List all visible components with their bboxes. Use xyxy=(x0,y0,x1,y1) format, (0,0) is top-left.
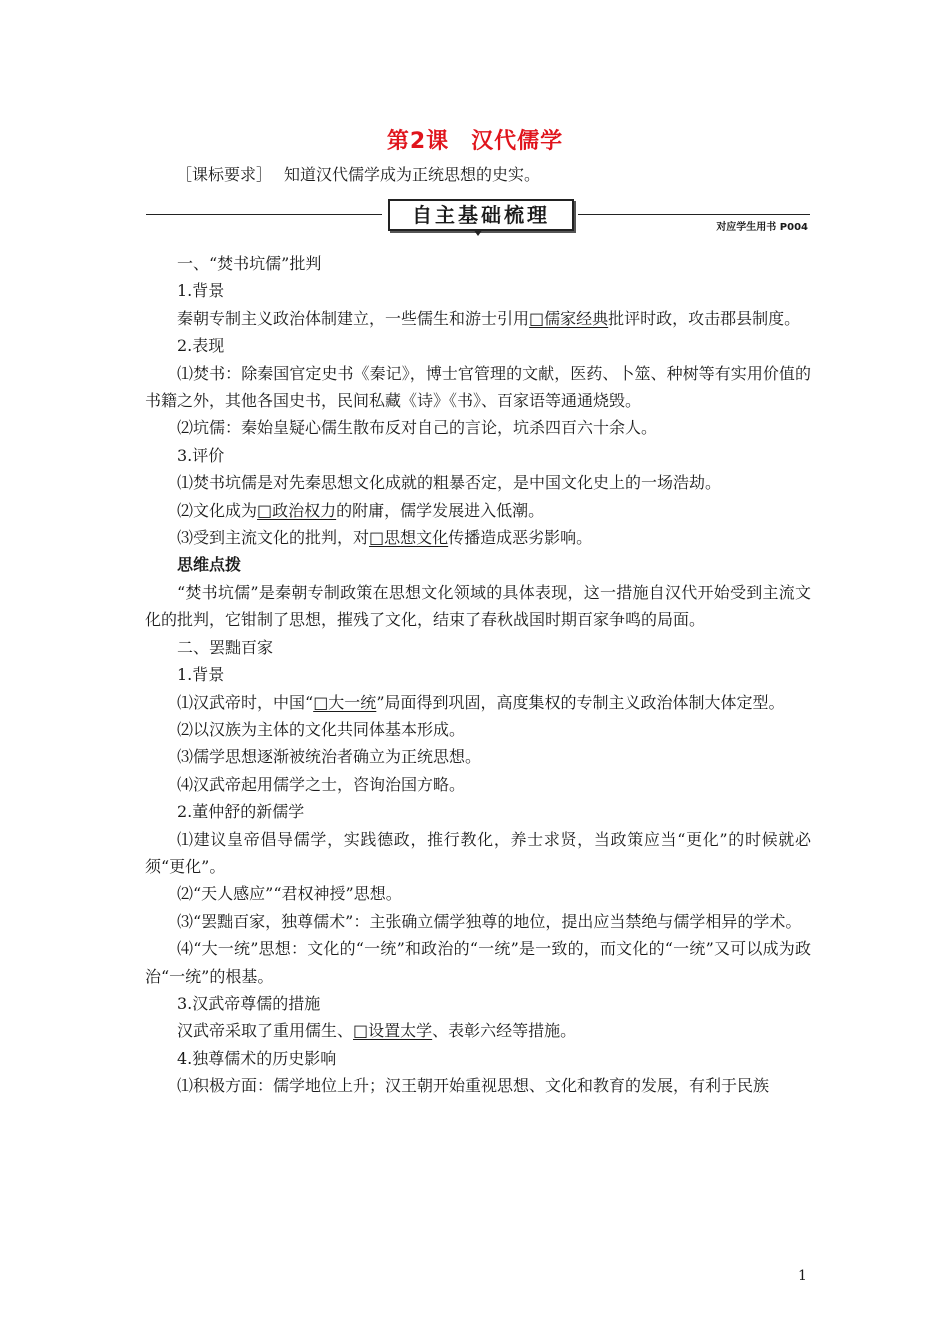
paragraph: ⑴焚书坑儒是对先秦思想文化成就的粗暴否定，是中国文化史上的一场浩劫。 xyxy=(177,473,722,493)
paragraph: ⑴汉武帝时，中国“□大一统”局面得到巩固，高度集权的专制主义政治体制大体定型。 xyxy=(177,692,785,712)
paragraph: 汉武帝采取了重用儒生、□设置太学、表彰六经等措施。 xyxy=(177,1021,577,1041)
fill-blank-answer: □设置太学 xyxy=(353,1021,433,1041)
requirement-label: ［课标要求］ xyxy=(176,165,273,184)
banner-rule-right xyxy=(578,214,810,215)
paragraph: ⑴积极方面：儒学地位上升；汉王朝开始重视思想、文化和教育的发展，有利于民族 xyxy=(177,1076,770,1096)
paragraph: ⑶受到主流文化的批判，对□思想文化传播造成恶劣影响。 xyxy=(177,528,593,548)
paragraph: ⑵以汉族为主体的文化共同体基本形成。 xyxy=(177,719,466,739)
page-number: 1 xyxy=(798,1268,807,1284)
book-page-reference: 对应学生用书 P004 xyxy=(716,222,808,233)
page-title xyxy=(0,124,950,155)
subheading-manifestation: 2.表现 xyxy=(177,336,225,356)
requirement-text: 知道汉代儒学成为正统思想的史实。 xyxy=(284,165,541,184)
lesson-number: 第2课 xyxy=(386,129,450,154)
thinking-tip-text: “焚书坑儒”是秦朝专制政策在思想文化领域的具体表现，这一措施自汉代开始受到主流文化的批判，它钳制了思想，摧残了文化，结束了春秋战国时期百家争鸣的局面。 xyxy=(145,582,811,630)
heading-section-one: 一、“焚书坑儒”批判 xyxy=(177,254,322,273)
paragraph: ⑶儒学思想逐渐被统治者确立为正统思想。 xyxy=(177,747,482,767)
subheading-dong-zhongshu: 2.董仲舒的新儒学 xyxy=(177,802,305,822)
lesson-name: 汉代儒学 xyxy=(471,129,564,154)
paragraph: ⑴建议皇帝倡导儒学，实践德政，推行教化，养士求贤，当政策应当“更化”的时候就必须“更化”。 xyxy=(145,829,811,876)
fill-blank-answer: □思想文化 xyxy=(369,528,449,548)
banner-label: 自主基础梳理 xyxy=(388,199,574,231)
banner-rule-left xyxy=(146,214,382,215)
subheading-background: 1.背景 xyxy=(177,665,225,685)
subheading-background: 1.背景 xyxy=(177,281,225,301)
paragraph: ⑶“罢黜百家，独尊儒术”：主张确立儒学独尊的地位，提出应当禁绝与儒学相异的学术。 xyxy=(177,911,802,931)
section-banner xyxy=(146,196,810,238)
subheading-measures: 3.汉武帝尊儒的措施 xyxy=(177,993,321,1013)
subheading-evaluation: 3.评价 xyxy=(177,445,225,465)
paragraph: ⑵文化成为□政治权力的附庸，儒学发展进入低潮。 xyxy=(177,500,545,520)
triangle-down-icon xyxy=(473,229,483,236)
paragraph: ⑴焚书：除秦国官定史书《秦记》，博士官管理的文献，医药、卜筮、种树等有实用价值的书籍之外，其他各国史书，民间私藏《诗》《书》、百家语等通通烧毁。 xyxy=(145,363,811,411)
subheading-influence: 4.独尊儒术的历史影响 xyxy=(177,1048,337,1068)
paragraph: ⑷“大一统”思想：文化的“一统”和政治的“一统”是一致的，而文化的“一统”又可以成为政治“一统”的根基。 xyxy=(145,939,811,986)
paragraph: ⑵“天人感应”“君权神授”思想。 xyxy=(177,884,402,904)
paragraph: 秦朝专制主义政治体制建立，一些儒生和游士引用□儒家经典批评时政，攻击郡县制度。 xyxy=(177,308,801,328)
paragraph: ⑵坑儒：秦始皇疑心儒生散布反对自己的言论，坑杀四百六十余人。 xyxy=(177,418,658,438)
fill-blank-answer: □儒家经典 xyxy=(529,308,609,328)
paragraph: ⑷汉武帝起用儒学之士，咨询治国方略。 xyxy=(177,774,466,794)
fill-blank-answer: □政治权力 xyxy=(257,500,337,520)
body-text xyxy=(145,250,811,1100)
heading-section-two: 二、罢黜百家 xyxy=(177,637,274,657)
fill-blank-answer: □大一统 xyxy=(313,692,377,712)
curriculum-requirement xyxy=(176,162,540,185)
thinking-tip-heading: 思维点拨 xyxy=(177,555,242,575)
